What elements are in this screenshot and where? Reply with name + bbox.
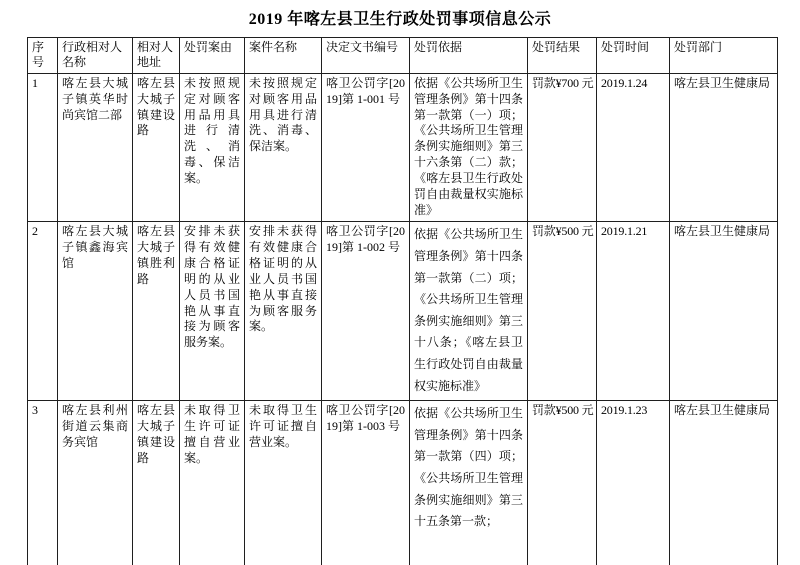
cell-cause: 未按照规定对顾客用品用具进行清洗、消毒、保洁案。 <box>180 74 245 222</box>
col-header-department: 处罚部门 <box>670 38 778 74</box>
cell-case-name: 安排未获得有效健康合格证明的从业人员书国艳从事直接为顾客服务案。 <box>245 222 322 401</box>
cell-doc-number: 喀卫公罚字[2019]第 1-003 号 <box>322 401 410 565</box>
cell-basis: 依据《公共场所卫生管理条例》第十四条第一款第（一）项；《公共场所卫生管理条例实施细则》第三十六条第（二）款；《喀左县卫生行政处罚自由裁量权实施标准》 <box>410 74 528 222</box>
cell-index: 2 <box>28 222 58 401</box>
cell-department: 喀左县卫生健康局 <box>670 222 778 401</box>
page-title: 2019 年喀左县卫生行政处罚事项信息公示 <box>248 11 552 28</box>
cell-doc-number: 喀卫公罚字[2019]第 1-002 号 <box>322 222 410 401</box>
col-header-address: 相对人地址 <box>133 38 180 74</box>
cell-date: 2019.1.23 <box>597 401 670 565</box>
cell-party-name: 喀左县大城子镇英华时尚宾馆二部 <box>58 74 133 222</box>
col-header-party-name: 行政相对人名称 <box>58 38 133 74</box>
cell-date: 2019.1.21 <box>597 222 670 401</box>
cell-basis: 依据《公共场所卫生管理条例》第十四条第一款第（四）项；《公共场所卫生管理条例实施细则》第三十五条第一款； <box>410 401 528 565</box>
table-row <box>28 222 778 401</box>
cell-case-name: 未取得卫生许可证擅自营业案。 <box>245 401 322 565</box>
table-header-row <box>28 38 778 74</box>
col-header-index: 序号 <box>28 38 58 74</box>
penalty-table <box>27 37 778 565</box>
cell-department: 喀左县卫生健康局 <box>670 401 778 565</box>
cell-result: 罚款¥500 元 <box>528 222 597 401</box>
col-header-basis: 处罚依据 <box>410 38 528 74</box>
cell-address: 喀左县大城子镇胜利路 <box>133 222 180 401</box>
cell-index: 3 <box>28 401 58 565</box>
cell-department: 喀左县卫生健康局 <box>670 74 778 222</box>
cell-cause: 未取得卫生许可证擅自营业案。 <box>180 401 245 565</box>
col-header-case-name: 案件名称 <box>245 38 322 74</box>
cell-address: 喀左县大城子镇建设路 <box>133 401 180 565</box>
cell-date: 2019.1.24 <box>597 74 670 222</box>
cell-result: 罚款¥500 元 <box>528 401 597 565</box>
col-header-cause: 处罚案由 <box>180 38 245 74</box>
cell-party-name: 喀左县大城子镇鑫海宾馆 <box>58 222 133 401</box>
cell-party-name: 喀左县利州街道云集商务宾馆 <box>58 401 133 565</box>
col-header-doc-number: 决定文书编号 <box>322 38 410 74</box>
cell-index: 1 <box>28 74 58 222</box>
table-row <box>28 401 778 565</box>
table-row <box>28 74 778 222</box>
cell-basis: 依据《公共场所卫生管理条例》第十四条第一款第（二）项；《公共场所卫生管理条例实施细则》第三十八条；《喀左县卫生行政处罚自由裁量权实施标准》 <box>410 222 528 401</box>
cell-result: 罚款¥700 元 <box>528 74 597 222</box>
col-header-result: 处罚结果 <box>528 38 597 74</box>
cell-doc-number: 喀卫公罚字[2019]第 1-001 号 <box>322 74 410 222</box>
cell-address: 喀左县大城子镇建设路 <box>133 74 180 222</box>
cell-case-name: 未按照规定对顾客用品用具进行清洗、消毒、保洁案。 <box>245 74 322 222</box>
cell-cause: 安排未获得有效健康合格证明的从业人员书国艳从事直接为顾客服务案。 <box>180 222 245 401</box>
col-header-date: 处罚时间 <box>597 38 670 74</box>
